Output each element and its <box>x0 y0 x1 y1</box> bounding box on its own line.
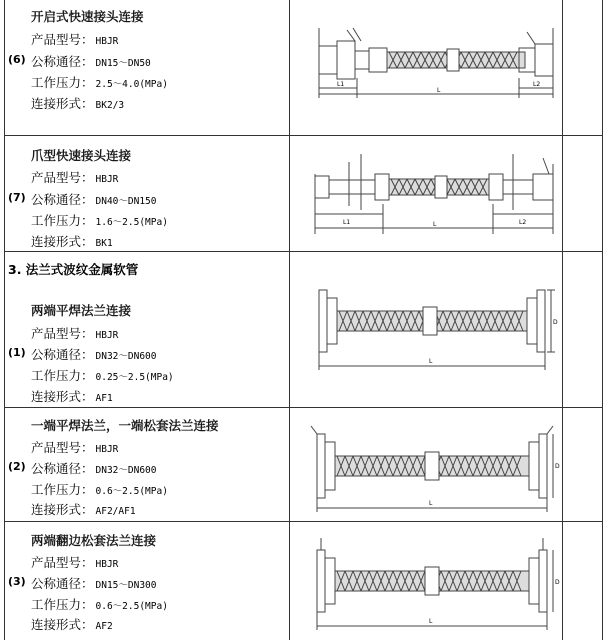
model-label: 产品型号： <box>31 440 94 455</box>
dim-l2-label: L2 <box>533 81 541 88</box>
diameter-value: DN32～DN600 <box>95 465 157 476</box>
diameter-line <box>31 52 151 70</box>
product-title: 爪型快速接头连接 <box>31 148 132 163</box>
product-text-cell <box>4 252 289 407</box>
table-row <box>4 0 603 136</box>
diameter-value: DN32～DN600 <box>95 351 157 362</box>
product-text-cell <box>4 522 289 640</box>
pressure-line <box>31 366 174 384</box>
product-title: 一端平焊法兰，一端松套法兰连接 <box>31 418 219 433</box>
product-text-cell <box>4 136 289 251</box>
connection-label: 连接形式： <box>31 389 94 404</box>
pressure-value: 1.6～2.5(MPa) <box>95 217 168 228</box>
product-title: 两端平焊法兰连接 <box>31 303 132 318</box>
diameter-line <box>31 459 157 477</box>
diameter-label: 公称通径： <box>31 54 94 69</box>
diameter-line <box>31 345 157 363</box>
diameter-label: 公称通径： <box>31 461 94 476</box>
pressure-value: 0.25～2.5(MPa) <box>95 372 174 383</box>
table-row <box>4 252 603 408</box>
pressure-label: 工作压力： <box>31 368 94 383</box>
pressure-value: 0.6～2.5(MPa) <box>95 601 168 612</box>
connection-label: 连接形式： <box>31 234 94 249</box>
dim-l-label: L <box>437 87 441 94</box>
diameter-label: 公称通径： <box>31 347 94 362</box>
connection-value: AF1 <box>95 393 113 404</box>
connection-line <box>31 94 124 112</box>
model-value: HBJR <box>95 559 119 570</box>
model-line <box>31 324 118 342</box>
pressure-line <box>31 595 168 613</box>
pressure-line <box>31 73 168 91</box>
connection-label: 连接形式： <box>31 502 94 517</box>
connection-line <box>31 500 136 518</box>
dim-l-label: L <box>429 358 433 365</box>
pressure-label: 工作压力： <box>31 75 94 90</box>
connection-line <box>31 615 113 633</box>
diameter-line <box>31 190 157 208</box>
flange-hose-diagram <box>297 284 561 374</box>
product-title: 两端翻边松套法兰连接 <box>31 533 157 548</box>
section-heading: 3. 法兰式波纹金属软管 <box>8 262 139 277</box>
dim-l1-label: L1 <box>337 81 345 88</box>
diameter-value: DN15～DN50 <box>95 58 151 69</box>
pressure-value: 0.6～2.5(MPa) <box>95 486 168 497</box>
diameter-label: 公称通径： <box>31 192 94 207</box>
dim-l-label: L <box>429 500 433 507</box>
connection-label: 连接形式： <box>31 96 94 111</box>
connection-value: AF2/AF1 <box>95 506 136 517</box>
dim-l2-label: L2 <box>519 219 527 226</box>
model-line <box>31 553 118 571</box>
model-line <box>31 438 118 456</box>
connection-line <box>31 232 113 250</box>
table-row <box>4 408 603 522</box>
dim-l-label: L <box>429 618 433 625</box>
diameter-line <box>31 574 157 592</box>
dim-d-label: D <box>553 319 558 326</box>
product-text-cell <box>4 0 289 135</box>
claw-coupling-diagram <box>297 144 561 244</box>
flange-loose-hose-diagram <box>297 416 561 516</box>
dim-d-label: D <box>555 463 560 470</box>
model-label: 产品型号： <box>31 32 94 47</box>
model-value: HBJR <box>95 444 119 455</box>
model-label: 产品型号： <box>31 170 94 185</box>
model-value: HBJR <box>95 36 119 47</box>
product-number: (6) <box>8 53 26 66</box>
connection-value: AF2 <box>95 621 113 632</box>
quick-coupling-diagram <box>297 18 561 118</box>
connection-value: BK2/3 <box>95 100 125 111</box>
pressure-line <box>31 480 168 498</box>
dim-d-label: D <box>555 579 560 586</box>
connection-value: BK1 <box>95 238 113 249</box>
diameter-label: 公称通径： <box>31 576 94 591</box>
product-title: 开启式快速接头连接 <box>31 9 144 24</box>
model-line <box>31 168 118 186</box>
product-table <box>4 0 603 640</box>
pressure-label: 工作压力： <box>31 482 94 497</box>
product-number: (1) <box>8 346 26 359</box>
table-row <box>4 522 603 640</box>
model-label: 产品型号： <box>31 326 94 341</box>
product-text-cell <box>4 408 289 521</box>
model-value: HBJR <box>95 330 119 341</box>
diameter-value: DN40～DN150 <box>95 196 157 207</box>
pressure-value: 2.5～4.0(MPa) <box>95 79 168 90</box>
model-value: HBJR <box>95 174 119 185</box>
model-label: 产品型号： <box>31 555 94 570</box>
product-number: (3) <box>8 575 26 588</box>
table-row <box>4 136 603 252</box>
product-number: (7) <box>8 191 26 204</box>
model-line <box>31 30 118 48</box>
lapped-flange-hose-diagram <box>297 530 561 634</box>
diameter-value: DN15～DN300 <box>95 580 157 591</box>
dim-l-label: L <box>433 221 437 228</box>
pressure-line <box>31 211 168 229</box>
pressure-label: 工作压力： <box>31 213 94 228</box>
pressure-label: 工作压力： <box>31 597 94 612</box>
connection-label: 连接形式： <box>31 617 94 632</box>
product-number: (2) <box>8 460 26 473</box>
dim-l1-label: L1 <box>343 219 351 226</box>
connection-line <box>31 387 113 405</box>
